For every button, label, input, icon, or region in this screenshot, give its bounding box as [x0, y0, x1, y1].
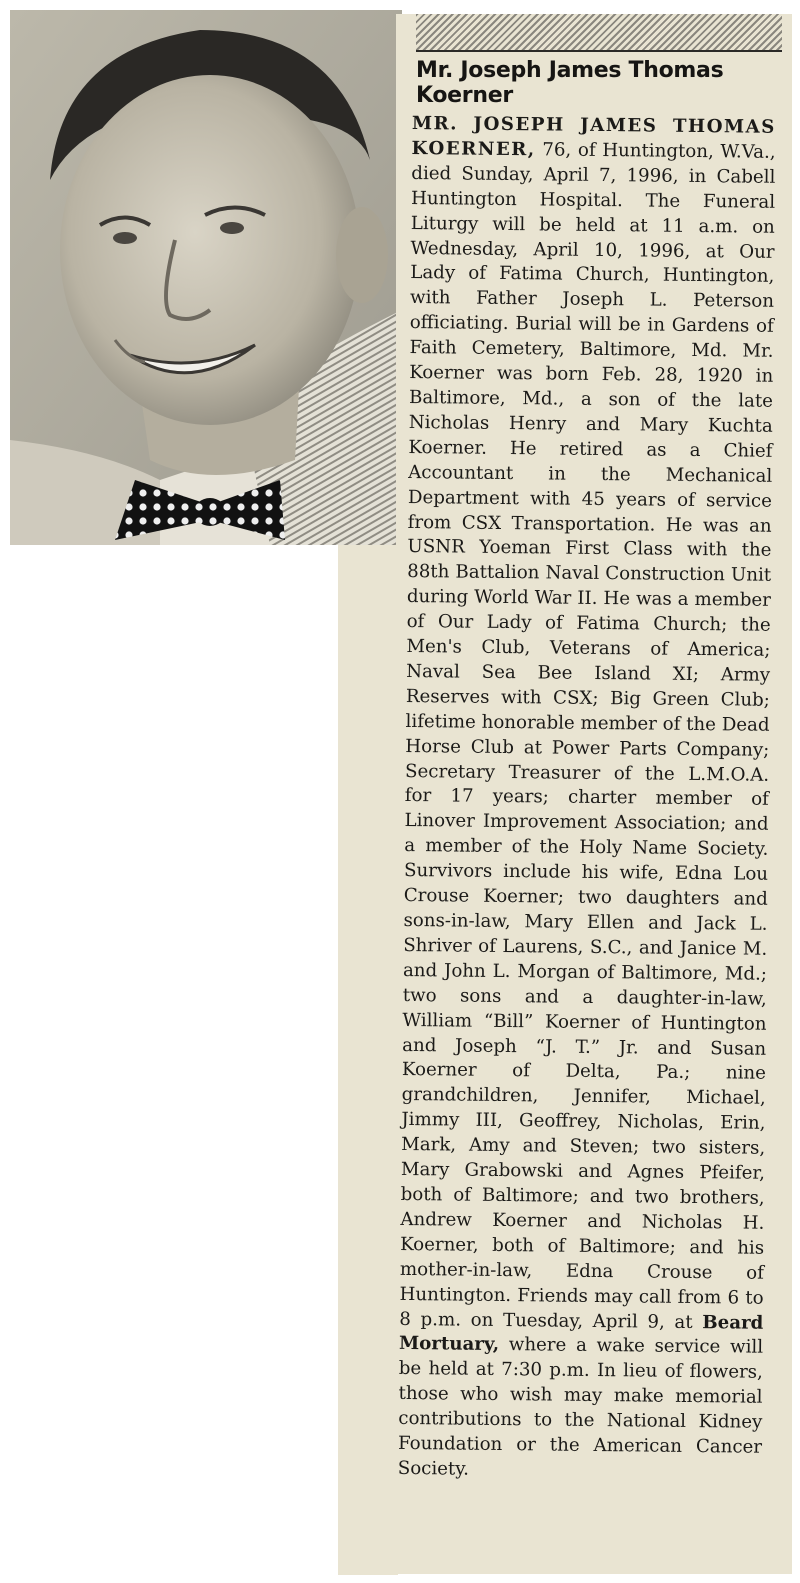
- clipping-top-border: [416, 14, 782, 52]
- obituary-text-part1: 76, of Huntington, W.Va., died Sunday, April 7, 1996, in Cabell Huntington Hospital. The Funeral Liturgy will be held at 11 a.m. on Wednesday, April 10, 1996, at Our Lady of Fatima Church, Huntington, with Father Joseph L. Peterson officiating. Burial will be in Gardens of Faith Cemetery, Baltimore, Md. Mr. Koerner was born Feb. 28, 1920 in Baltimore, Md., a son of the late Nicholas Henry and Mary Kuchta Koerner. He retired as a Chief Accountant in the Mechanical Department with 45 years of service from CSX Transportation. He was an USNR Yoeman First Class with the 88th Battalion Naval Construction Unit during World War II. He was a member of Our Lady of Fatima Church; the Men's Club, Veterans of America; Naval Sea Bee Island XI; Army Reserves with CSX; Big Green Club; lifetime honorable member of the Dead Horse Club at Power Parts Company; Secretary Treasurer of the L.M.O.A. for 17 years; charter member of Linover Improvement Association; and a member of the Holy Name Society. Survivors include his wife, Edna Lou Crouse Koerner; two daughters and sons-in-law, Mary Ellen and Jack L. Shriver of Laurens, S.C., and Janice M. and John L. Morgan of Baltimore, Md.; two sons and a daughter-in-law, William “Bill” Koerner of Huntington and Joseph “J. T.” Jr. and Susan Koerner of Delta, Pa.; nine grandchildren, Jennifer, Michael, Jimmy III, Geoffrey, Nicholas, Erin, Mark, Amy and Steven; two sisters, Mary Grabowski and Agnes Pfeifer, both of Baltimore; and two brothers, Andrew Koerner and Nicholas H. Koerner, both of Baltimore; and his mother-in-law, Edna Crouse of Huntington. Friends may call from 6 to 8 p.m. on Tuesday, April 9, at: [399, 139, 776, 1333]
- obituary-clipping: [396, 14, 792, 1574]
- obituary-body: [398, 112, 776, 1486]
- obituary-lead-name: MR. JOSEPH JAMES THOMAS KOERNER,: [411, 112, 776, 161]
- mortuary-name: Beard Mortuary,: [398, 1311, 764, 1356]
- clipping-lower-extension: [338, 545, 398, 1575]
- obituary-headline: Mr. Joseph James Thomas Koerner: [416, 58, 724, 108]
- portrait-photo: [10, 10, 402, 545]
- obituary-text-part2: where a wake service will be held at 7:30 p.m. In lieu of flowers, those who wish may make memorial contributions to the National Kidney Foundation or the American Cancer Society.: [397, 1334, 764, 1480]
- portrait-illustration: [10, 10, 402, 545]
